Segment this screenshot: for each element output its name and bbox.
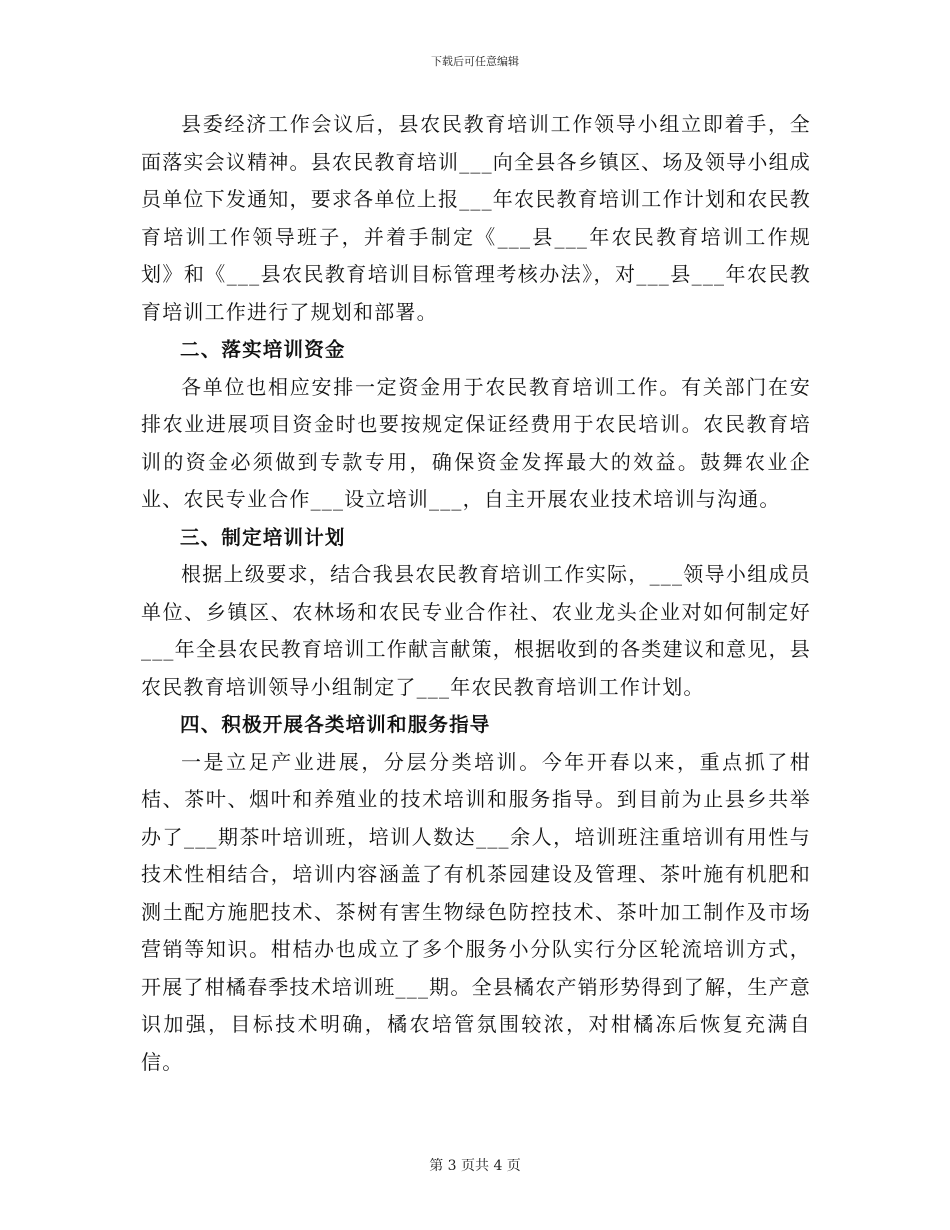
paragraph-meeting: 县委经济工作会议后，县农民教育培训工作领导小组立即着手，全面落实会议精神。县农民教育培训___向全县各乡镇区、场及领导小组成员单位下发通知，要求各单位上报___年农民教育培训工作计划和农民教育培训工作领导班子，并着手制定《___县___年农民教育培训工作规划》和《___县农民教育培训目标管理考核办法》，对___县___年农民教育培训工作进行了规划和部署。 [141,112,811,324]
page-footer: 第 3 页共 4 页 [429,1158,521,1174]
paragraph-training: 一是立足产业进展，分层分类培训。今年开春以来，重点抓了柑桔、茶叶、烟叶和养殖业的技术培训和服务指导。到目前为止县乡共举办了___期茶叶培训班，培训人数达___余人，培训班注重培训有用性与技术性相结合，培训内容涵盖了有机茶园建设及管理、茶叶施有机肥和测土配方施肥技术、茶树有害生物绿色防控技术、茶叶加工制作及市场营销等知识。柑桔办也成立了多个服务小分队实行分区轮流培训方式，开展了柑橘春季技术培训班___期。全县橘农产销形势得到了解，生产意识加强，目标技术明确，橘农培管氛围较浓，对柑橘冻后恢复充满自信。 [141,749,811,1074]
page-header: 下载后可任意编辑 [431,55,519,68]
paragraph-funding: 各单位也相应安排一定资金用于农民教育培训工作。有关部门在安排农业进展项目资金时也要按规定保证经费用于农民培训。农民教育培训的资金必须做到专款专用，确保资金发挥最大的效益。鼓舞农业企业、农民专业合作___设立培训___，自主开展农业技术培训与沟通。 [141,374,811,511]
heading-plan: 三、制定培训计划 [180,525,346,549]
heading-training: 四、积极开展各类培训和服务指导 [180,713,491,736]
document-body [141,106,811,1081]
paragraph-plan: 根据上级要求，结合我县农民教育培训工作实际，___领导小组成员单位、乡镇区、农林场和农民专业合作社、农业龙头企业对如何制定好___年全县农民教育培训工作献言献策，根据收到的各类建议和意见，县农民教育培训领导小组制定了___年农民教育培训工作计划。 [141,562,811,699]
heading-funding: 二、落实培训资金 [180,338,346,361]
